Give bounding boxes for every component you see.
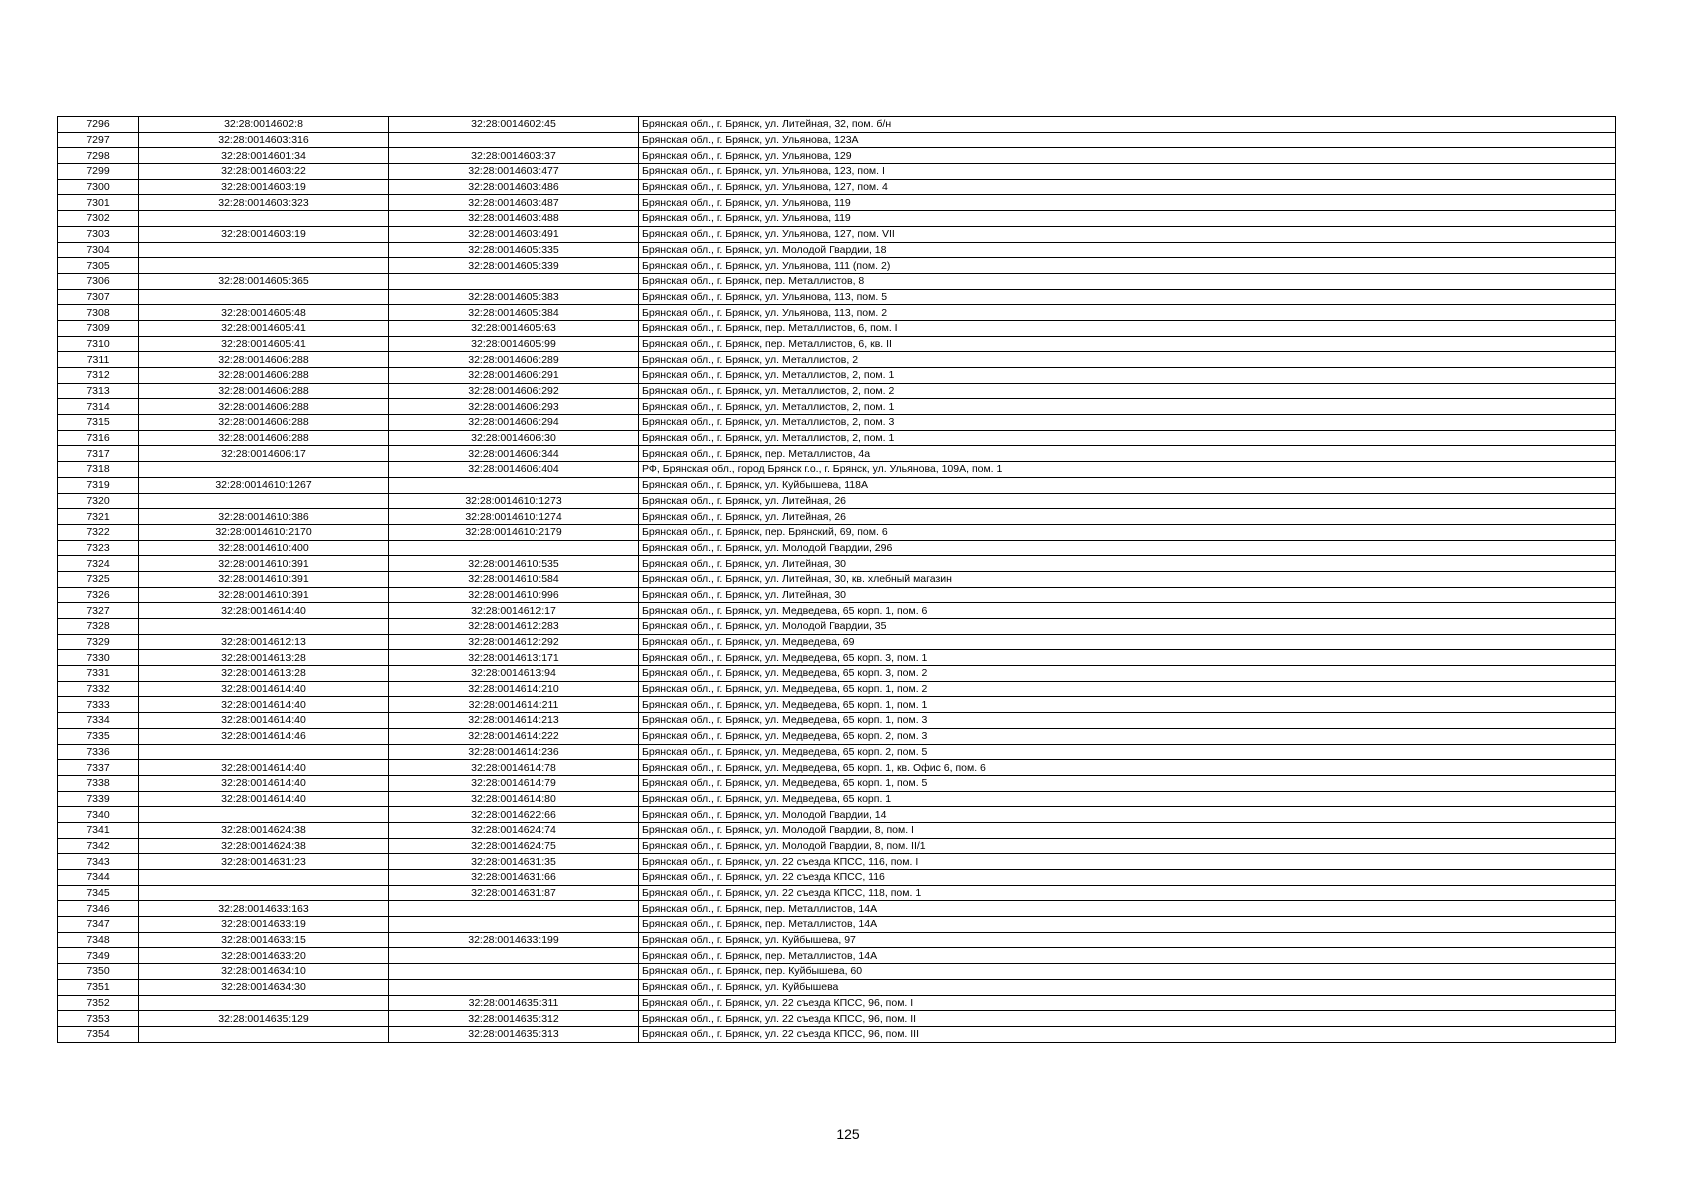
- row-number-cell: 7348: [58, 932, 139, 948]
- table-row: [58, 242, 1616, 258]
- table-body: [58, 117, 1616, 1043]
- row-number-cell: 7326: [58, 587, 139, 603]
- parcel-number-cell: 32:28:0014614:40: [139, 697, 389, 713]
- table-row: [58, 822, 1616, 838]
- parcel-number-cell: 32:28:0014634:30: [139, 979, 389, 995]
- table-row: [58, 885, 1616, 901]
- address-cell: Брянская обл., г. Брянск, ул. Металлистов, 2: [639, 352, 1616, 368]
- address-cell: Брянская обл., г. Брянск, пер. Куйбышева, 60: [639, 964, 1616, 980]
- parcel-number-cell: [139, 1026, 389, 1042]
- address-cell: Брянская обл., г. Брянск, ул. Медведева, 65 корп. 1, пом. 6: [639, 603, 1616, 619]
- table-row: [58, 666, 1616, 682]
- object-number-cell: 32:28:0014610:584: [389, 571, 639, 587]
- row-number-cell: 7335: [58, 728, 139, 744]
- object-number-cell: [389, 964, 639, 980]
- table-row: [58, 540, 1616, 556]
- table-row: [58, 117, 1616, 133]
- table-row: [58, 650, 1616, 666]
- parcel-number-cell: [139, 462, 389, 478]
- table-row: [58, 446, 1616, 462]
- parcel-number-cell: 32:28:0014603:19: [139, 226, 389, 242]
- table-row: [58, 838, 1616, 854]
- parcel-number-cell: 32:28:0014613:28: [139, 666, 389, 682]
- address-cell: Брянская обл., г. Брянск, ул. Металлистов, 2, пом. 1: [639, 399, 1616, 415]
- table-row: [58, 791, 1616, 807]
- parcel-number-cell: 32:28:0014610:400: [139, 540, 389, 556]
- address-cell: Брянская обл., г. Брянск, пер. Металлистов, 8: [639, 273, 1616, 289]
- row-number-cell: 7313: [58, 383, 139, 399]
- row-number-cell: 7336: [58, 744, 139, 760]
- row-number-cell: 7344: [58, 870, 139, 886]
- address-cell: Брянская обл., г. Брянск, ул. Медведева, 65 корп. 1, пом. 2: [639, 681, 1616, 697]
- row-number-cell: 7297: [58, 132, 139, 148]
- parcel-number-cell: 32:28:0014633:20: [139, 948, 389, 964]
- parcel-number-cell: [139, 995, 389, 1011]
- table-row: [58, 619, 1616, 635]
- parcel-number-cell: [139, 211, 389, 227]
- address-cell: Брянская обл., г. Брянск, ул. 22 съезда КПСС, 116: [639, 870, 1616, 886]
- address-cell: Брянская обл., г. Брянск, ул. 22 съезда КПСС, 116, пом. I: [639, 854, 1616, 870]
- row-number-cell: 7323: [58, 540, 139, 556]
- parcel-number-cell: 32:28:0014605:365: [139, 273, 389, 289]
- address-cell: Брянская обл., г. Брянск, ул. Куйбышева, 97: [639, 932, 1616, 948]
- address-cell: Брянская обл., г. Брянск, ул. Ульянова, 119: [639, 211, 1616, 227]
- table-row: [58, 681, 1616, 697]
- table-row: [58, 634, 1616, 650]
- object-number-cell: 32:28:0014603:488: [389, 211, 639, 227]
- address-cell: Брянская обл., г. Брянск, ул. Литейная, 30, кв. хлебный магазин: [639, 571, 1616, 587]
- parcel-number-cell: 32:28:0014633:163: [139, 901, 389, 917]
- row-number-cell: 7311: [58, 352, 139, 368]
- table-row: [58, 870, 1616, 886]
- object-number-cell: 32:28:0014610:2179: [389, 524, 639, 540]
- object-number-cell: 32:28:0014624:74: [389, 822, 639, 838]
- table-row: [58, 807, 1616, 823]
- row-number-cell: 7347: [58, 917, 139, 933]
- row-number-cell: 7320: [58, 493, 139, 509]
- parcel-number-cell: [139, 493, 389, 509]
- parcel-number-cell: [139, 258, 389, 274]
- object-number-cell: 32:28:0014635:311: [389, 995, 639, 1011]
- address-cell: Брянская обл., г. Брянск, ул. Ульянова, 111 (пом. 2): [639, 258, 1616, 274]
- parcel-number-cell: 32:28:0014635:129: [139, 1011, 389, 1027]
- parcel-number-cell: 32:28:0014612:13: [139, 634, 389, 650]
- row-number-cell: 7340: [58, 807, 139, 823]
- table-row: [58, 477, 1616, 493]
- table-row: [58, 728, 1616, 744]
- row-number-cell: 7331: [58, 666, 139, 682]
- object-number-cell: [389, 948, 639, 964]
- object-number-cell: 32:28:0014603:37: [389, 148, 639, 164]
- object-number-cell: 32:28:0014606:30: [389, 430, 639, 446]
- table-row: [58, 493, 1616, 509]
- object-number-cell: 32:28:0014612:17: [389, 603, 639, 619]
- row-number-cell: 7333: [58, 697, 139, 713]
- address-cell: Брянская обл., г. Брянск, ул. 22 съезда КПСС, 96, пом. II: [639, 1011, 1616, 1027]
- parcel-number-cell: 32:28:0014603:19: [139, 179, 389, 195]
- address-cell: Брянская обл., г. Брянск, ул. Литейная, 30: [639, 556, 1616, 572]
- parcel-number-cell: 32:28:0014606:288: [139, 430, 389, 446]
- object-number-cell: 32:28:0014614:213: [389, 713, 639, 729]
- address-cell: Брянская обл., г. Брянск, ул. Литейная, 30: [639, 587, 1616, 603]
- table-row: [58, 948, 1616, 964]
- address-cell: Брянская обл., г. Брянск, ул. Ульянова, 119: [639, 195, 1616, 211]
- table-row: [58, 995, 1616, 1011]
- address-cell: Брянская обл., г. Брянск, ул. Медведева, 69: [639, 634, 1616, 650]
- object-number-cell: 32:28:0014606:404: [389, 462, 639, 478]
- object-number-cell: [389, 901, 639, 917]
- object-number-cell: [389, 540, 639, 556]
- address-cell: Брянская обл., г. Брянск, пер. Металлистов, 4а: [639, 446, 1616, 462]
- row-number-cell: 7303: [58, 226, 139, 242]
- table-row: [58, 352, 1616, 368]
- object-number-cell: 32:28:0014624:75: [389, 838, 639, 854]
- object-number-cell: 32:28:0014605:339: [389, 258, 639, 274]
- address-cell: Брянская обл., г. Брянск, ул. Медведева, 65 корп. 1, кв. Офис 6, пом. 6: [639, 760, 1616, 776]
- row-number-cell: 7343: [58, 854, 139, 870]
- object-number-cell: 32:28:0014631:35: [389, 854, 639, 870]
- object-number-cell: 32:28:0014612:283: [389, 619, 639, 635]
- parcel-number-cell: 32:28:0014602:8: [139, 117, 389, 133]
- object-number-cell: 32:28:0014633:199: [389, 932, 639, 948]
- table-row: [58, 289, 1616, 305]
- parcel-number-cell: 32:28:0014610:391: [139, 556, 389, 572]
- object-number-cell: 32:28:0014631:66: [389, 870, 639, 886]
- parcel-number-cell: 32:28:0014610:391: [139, 571, 389, 587]
- address-cell: Брянская обл., г. Брянск, ул. Литейная, 32, пом. б/н: [639, 117, 1616, 133]
- table-row: [58, 462, 1616, 478]
- address-cell: Брянская обл., г. Брянск, ул. Молодой Гвардии, 8, пом. I: [639, 822, 1616, 838]
- parcel-number-cell: 32:28:0014610:391: [139, 587, 389, 603]
- parcel-number-cell: 32:28:0014624:38: [139, 822, 389, 838]
- table-row: [58, 132, 1616, 148]
- table-row: [58, 571, 1616, 587]
- object-number-cell: 32:28:0014614:222: [389, 728, 639, 744]
- address-cell: Брянская обл., г. Брянск, ул. Молодой Гвардии, 14: [639, 807, 1616, 823]
- parcel-number-cell: 32:28:0014605:41: [139, 320, 389, 336]
- parcel-number-cell: 32:28:0014606:17: [139, 446, 389, 462]
- table-row: [58, 368, 1616, 384]
- row-number-cell: 7315: [58, 415, 139, 431]
- object-number-cell: 32:28:0014610:535: [389, 556, 639, 572]
- parcel-number-cell: 32:28:0014610:1267: [139, 477, 389, 493]
- table-row: [58, 901, 1616, 917]
- row-number-cell: 7354: [58, 1026, 139, 1042]
- object-number-cell: 32:28:0014614:80: [389, 791, 639, 807]
- address-cell: Брянская обл., г. Брянск, ул. Молодой Гвардии, 18: [639, 242, 1616, 258]
- row-number-cell: 7312: [58, 368, 139, 384]
- address-cell: Брянская обл., г. Брянск, ул. Медведева, 65 корп. 3, пом. 2: [639, 666, 1616, 682]
- table-row: [58, 258, 1616, 274]
- object-number-cell: 32:28:0014605:99: [389, 336, 639, 352]
- object-number-cell: 32:28:0014614:210: [389, 681, 639, 697]
- table-row: [58, 1026, 1616, 1042]
- parcel-number-cell: 32:28:0014614:40: [139, 603, 389, 619]
- object-number-cell: 32:28:0014613:171: [389, 650, 639, 666]
- parcel-number-cell: 32:28:0014614:46: [139, 728, 389, 744]
- row-number-cell: 7305: [58, 258, 139, 274]
- table-row: [58, 415, 1616, 431]
- address-cell: Брянская обл., г. Брянск, ул. Ульянова, 129: [639, 148, 1616, 164]
- parcel-number-cell: 32:28:0014606:288: [139, 352, 389, 368]
- parcel-number-cell: [139, 870, 389, 886]
- row-number-cell: 7302: [58, 211, 139, 227]
- parcel-number-cell: 32:28:0014605:48: [139, 305, 389, 321]
- row-number-cell: 7339: [58, 791, 139, 807]
- table-row: [58, 524, 1616, 540]
- address-cell: Брянская обл., г. Брянск, пер. Металлистов, 6, кв. II: [639, 336, 1616, 352]
- table-row: [58, 854, 1616, 870]
- table-row: [58, 1011, 1616, 1027]
- object-number-cell: 32:28:0014610:1274: [389, 509, 639, 525]
- address-cell: Брянская обл., г. Брянск, ул. Медведева, 65 корп. 1, пом. 5: [639, 775, 1616, 791]
- parcel-number-cell: 32:28:0014606:288: [139, 368, 389, 384]
- object-number-cell: [389, 477, 639, 493]
- address-cell: Брянская обл., г. Брянск, ул. Медведева, 65 корп. 2, пом. 5: [639, 744, 1616, 760]
- parcel-number-cell: 32:28:0014603:316: [139, 132, 389, 148]
- address-cell: Брянская обл., г. Брянск, ул. Литейная, 26: [639, 509, 1616, 525]
- object-number-cell: 32:28:0014614:236: [389, 744, 639, 760]
- address-cell: РФ, Брянская обл., город Брянск г.о., г. Брянск, ул. Ульянова, 109А, пом. 1: [639, 462, 1616, 478]
- row-number-cell: 7330: [58, 650, 139, 666]
- object-number-cell: [389, 273, 639, 289]
- row-number-cell: 7319: [58, 477, 139, 493]
- table-row: [58, 509, 1616, 525]
- address-cell: Брянская обл., г. Брянск, ул. Молодой Гвардии, 296: [639, 540, 1616, 556]
- object-number-cell: 32:28:0014631:87: [389, 885, 639, 901]
- address-cell: Брянская обл., г. Брянск, ул. Ульянова, 127, пом. 4: [639, 179, 1616, 195]
- row-number-cell: 7310: [58, 336, 139, 352]
- table-row: [58, 273, 1616, 289]
- object-number-cell: 32:28:0014603:477: [389, 164, 639, 180]
- parcel-number-cell: [139, 619, 389, 635]
- parcel-number-cell: [139, 885, 389, 901]
- address-cell: Брянская обл., г. Брянск, пер. Брянский, 69, пом. 6: [639, 524, 1616, 540]
- parcel-number-cell: [139, 289, 389, 305]
- table-row: [58, 697, 1616, 713]
- row-number-cell: 7332: [58, 681, 139, 697]
- object-number-cell: 32:28:0014605:384: [389, 305, 639, 321]
- address-cell: Брянская обл., г. Брянск, ул. 22 съезда КПСС, 96, пом. III: [639, 1026, 1616, 1042]
- parcel-number-cell: 32:28:0014610:386: [139, 509, 389, 525]
- object-number-cell: 32:28:0014606:294: [389, 415, 639, 431]
- object-number-cell: 32:28:0014605:383: [389, 289, 639, 305]
- parcel-number-cell: 32:28:0014631:23: [139, 854, 389, 870]
- object-number-cell: 32:28:0014635:312: [389, 1011, 639, 1027]
- parcel-number-cell: 32:28:0014606:288: [139, 383, 389, 399]
- row-number-cell: 7353: [58, 1011, 139, 1027]
- row-number-cell: 7329: [58, 634, 139, 650]
- row-number-cell: 7306: [58, 273, 139, 289]
- table-row: [58, 932, 1616, 948]
- table-row: [58, 383, 1616, 399]
- object-number-cell: 32:28:0014603:486: [389, 179, 639, 195]
- address-cell: Брянская обл., г. Брянск, пер. Металлистов, 14А: [639, 948, 1616, 964]
- parcel-number-cell: [139, 744, 389, 760]
- row-number-cell: 7352: [58, 995, 139, 1011]
- row-number-cell: 7350: [58, 964, 139, 980]
- table-row: [58, 211, 1616, 227]
- address-cell: Брянская обл., г. Брянск, ул. Литейная, 26: [639, 493, 1616, 509]
- row-number-cell: 7324: [58, 556, 139, 572]
- address-cell: Брянская обл., г. Брянск, ул. Металлистов, 2, пом. 1: [639, 368, 1616, 384]
- parcel-number-cell: 32:28:0014613:28: [139, 650, 389, 666]
- address-cell: Брянская обл., г. Брянск, пер. Металлистов, 6, пом. I: [639, 320, 1616, 336]
- address-cell: Брянская обл., г. Брянск, ул. Ульянова, 113, пом. 2: [639, 305, 1616, 321]
- row-number-cell: 7309: [58, 320, 139, 336]
- table-row: [58, 179, 1616, 195]
- row-number-cell: 7328: [58, 619, 139, 635]
- address-cell: Брянская обл., г. Брянск, ул. Металлистов, 2, пом. 2: [639, 383, 1616, 399]
- object-number-cell: [389, 917, 639, 933]
- address-cell: Брянская обл., г. Брянск, ул. Медведева, 65 корп. 3, пом. 1: [639, 650, 1616, 666]
- row-number-cell: 7316: [58, 430, 139, 446]
- object-number-cell: 32:28:0014606:291: [389, 368, 639, 384]
- address-cell: Брянская обл., г. Брянск, ул. Медведева, 65 корп. 1, пом. 3: [639, 713, 1616, 729]
- address-cell: Брянская обл., г. Брянск, ул. Металлистов, 2, пом. 1: [639, 430, 1616, 446]
- address-cell: Брянская обл., г. Брянск, ул. Медведева, 65 корп. 1: [639, 791, 1616, 807]
- object-number-cell: 32:28:0014613:94: [389, 666, 639, 682]
- row-number-cell: 7301: [58, 195, 139, 211]
- row-number-cell: 7298: [58, 148, 139, 164]
- row-number-cell: 7337: [58, 760, 139, 776]
- row-number-cell: 7338: [58, 775, 139, 791]
- parcel-number-cell: 32:28:0014614:40: [139, 681, 389, 697]
- table-row: [58, 917, 1616, 933]
- row-number-cell: 7296: [58, 117, 139, 133]
- row-number-cell: 7308: [58, 305, 139, 321]
- object-number-cell: 32:28:0014603:491: [389, 226, 639, 242]
- table-row: [58, 164, 1616, 180]
- object-number-cell: 32:28:0014612:292: [389, 634, 639, 650]
- table-row: [58, 305, 1616, 321]
- table-row: [58, 744, 1616, 760]
- table-row: [58, 713, 1616, 729]
- object-number-cell: 32:28:0014610:996: [389, 587, 639, 603]
- row-number-cell: 7349: [58, 948, 139, 964]
- address-cell: Брянская обл., г. Брянск, ул. Куйбышева: [639, 979, 1616, 995]
- parcel-number-cell: 32:28:0014633:19: [139, 917, 389, 933]
- table-row: [58, 336, 1616, 352]
- parcel-number-cell: 32:28:0014610:2170: [139, 524, 389, 540]
- object-number-cell: [389, 979, 639, 995]
- object-number-cell: 32:28:0014614:211: [389, 697, 639, 713]
- parcel-number-cell: 32:28:0014603:323: [139, 195, 389, 211]
- row-number-cell: 7351: [58, 979, 139, 995]
- table-row: [58, 320, 1616, 336]
- object-number-cell: 32:28:0014614:79: [389, 775, 639, 791]
- address-cell: Брянская обл., г. Брянск, ул. Куйбышева, 118А: [639, 477, 1616, 493]
- parcel-number-cell: 32:28:0014634:10: [139, 964, 389, 980]
- address-cell: Брянская обл., г. Брянск, пер. Металлистов, 14А: [639, 901, 1616, 917]
- object-number-cell: 32:28:0014606:293: [389, 399, 639, 415]
- address-cell: Брянская обл., г. Брянск, ул. Металлистов, 2, пом. 3: [639, 415, 1616, 431]
- parcel-number-cell: 32:28:0014614:40: [139, 775, 389, 791]
- row-number-cell: 7321: [58, 509, 139, 525]
- table-row: [58, 964, 1616, 980]
- row-number-cell: 7322: [58, 524, 139, 540]
- address-cell: Брянская обл., г. Брянск, ул. Ульянова, 127, пом. VII: [639, 226, 1616, 242]
- address-cell: Брянская обл., г. Брянск, ул. Ульянова, 113, пом. 5: [639, 289, 1616, 305]
- object-number-cell: 32:28:0014606:292: [389, 383, 639, 399]
- table-row: [58, 760, 1616, 776]
- address-cell: Брянская обл., г. Брянск, пер. Металлистов, 14А: [639, 917, 1616, 933]
- parcel-number-cell: 32:28:0014606:288: [139, 399, 389, 415]
- parcel-number-cell: 32:28:0014603:22: [139, 164, 389, 180]
- table-row: [58, 195, 1616, 211]
- object-number-cell: 32:28:0014610:1273: [389, 493, 639, 509]
- table-row: [58, 979, 1616, 995]
- address-cell: Брянская обл., г. Брянск, ул. Медведева, 65 корп. 1, пом. 1: [639, 697, 1616, 713]
- object-number-cell: 32:28:0014606:289: [389, 352, 639, 368]
- page-number: 125: [836, 1126, 860, 1142]
- table-row: [58, 603, 1616, 619]
- address-cell: Брянская обл., г. Брянск, ул. Медведева, 65 корп. 2, пом. 3: [639, 728, 1616, 744]
- address-cell: Брянская обл., г. Брянск, ул. 22 съезда КПСС, 118, пом. 1: [639, 885, 1616, 901]
- object-number-cell: 32:28:0014622:66: [389, 807, 639, 823]
- parcel-number-cell: 32:28:0014614:40: [139, 791, 389, 807]
- table-row: [58, 430, 1616, 446]
- row-number-cell: 7317: [58, 446, 139, 462]
- object-number-cell: 32:28:0014602:45: [389, 117, 639, 133]
- object-number-cell: 32:28:0014605:335: [389, 242, 639, 258]
- object-number-cell: 32:28:0014605:63: [389, 320, 639, 336]
- row-number-cell: 7325: [58, 571, 139, 587]
- address-cell: Брянская обл., г. Брянск, ул. Молодой Гвардии, 8, пом. II/1: [639, 838, 1616, 854]
- object-number-cell: 32:28:0014606:344: [389, 446, 639, 462]
- table-row: [58, 775, 1616, 791]
- table-row: [58, 399, 1616, 415]
- row-number-cell: 7341: [58, 822, 139, 838]
- object-number-cell: 32:28:0014614:78: [389, 760, 639, 776]
- object-number-cell: 32:28:0014635:313: [389, 1026, 639, 1042]
- row-number-cell: 7346: [58, 901, 139, 917]
- parcel-number-cell: [139, 807, 389, 823]
- parcel-number-cell: 32:28:0014614:40: [139, 760, 389, 776]
- row-number-cell: 7327: [58, 603, 139, 619]
- row-number-cell: 7299: [58, 164, 139, 180]
- address-cell: Брянская обл., г. Брянск, ул. Ульянова, 123А: [639, 132, 1616, 148]
- row-number-cell: 7345: [58, 885, 139, 901]
- table-row: [58, 556, 1616, 572]
- row-number-cell: 7318: [58, 462, 139, 478]
- table-row: [58, 148, 1616, 164]
- object-number-cell: [389, 132, 639, 148]
- cadastral-table: [57, 116, 1616, 1043]
- parcel-number-cell: 32:28:0014601:34: [139, 148, 389, 164]
- parcel-number-cell: 32:28:0014633:15: [139, 932, 389, 948]
- row-number-cell: 7334: [58, 713, 139, 729]
- row-number-cell: 7300: [58, 179, 139, 195]
- parcel-number-cell: 32:28:0014605:41: [139, 336, 389, 352]
- address-cell: Брянская обл., г. Брянск, ул. Молодой Гвардии, 35: [639, 619, 1616, 635]
- parcel-number-cell: 32:28:0014606:288: [139, 415, 389, 431]
- row-number-cell: 7314: [58, 399, 139, 415]
- address-cell: Брянская обл., г. Брянск, ул. Ульянова, 123, пом. I: [639, 164, 1616, 180]
- row-number-cell: 7307: [58, 289, 139, 305]
- table-row: [58, 587, 1616, 603]
- table-row: [58, 226, 1616, 242]
- parcel-number-cell: [139, 242, 389, 258]
- parcel-number-cell: 32:28:0014624:38: [139, 838, 389, 854]
- row-number-cell: 7304: [58, 242, 139, 258]
- parcel-number-cell: 32:28:0014614:40: [139, 713, 389, 729]
- address-cell: Брянская обл., г. Брянск, ул. 22 съезда КПСС, 96, пом. I: [639, 995, 1616, 1011]
- row-number-cell: 7342: [58, 838, 139, 854]
- object-number-cell: 32:28:0014603:487: [389, 195, 639, 211]
